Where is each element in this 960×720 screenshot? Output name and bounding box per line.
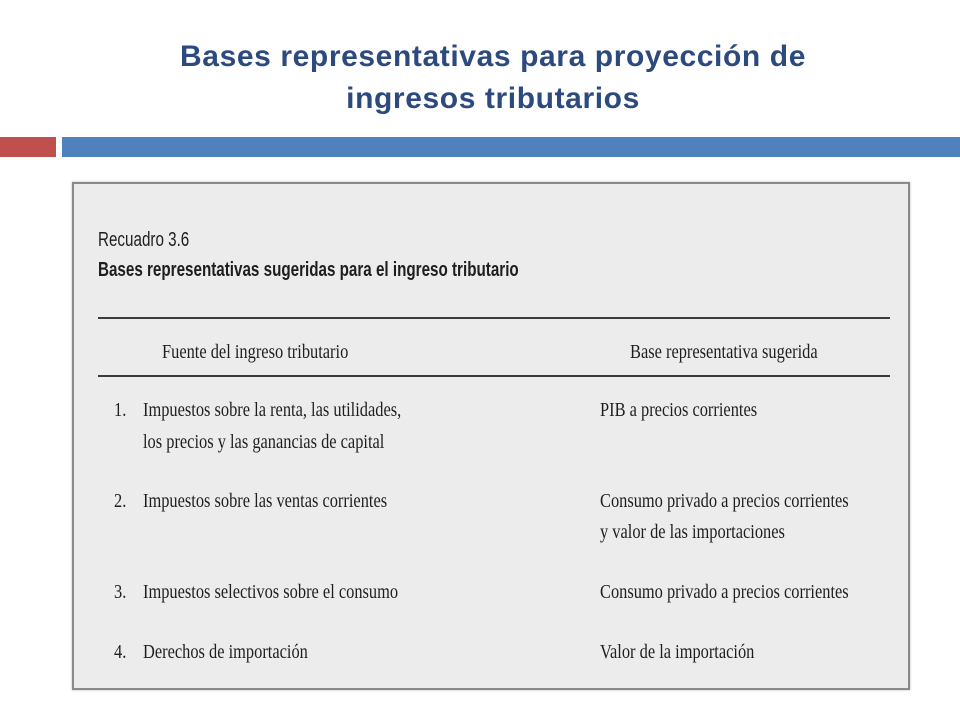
row-source-line: Impuestos selectivos sobre el consumo (143, 581, 399, 603)
column-header-source: Fuente del ingreso tributario (162, 341, 349, 363)
header-rule (98, 375, 890, 377)
slide-title-line-1: Bases representativas para proyección de (180, 40, 806, 73)
accent-bar-blue (62, 137, 960, 157)
row-source-line: los precios y las ganancias de capital (143, 431, 385, 453)
top-rule (98, 317, 890, 319)
slide-title (40, 36, 946, 120)
row-number: 3. (114, 581, 127, 603)
row-number: 2. (114, 490, 127, 512)
row-base-line: PIB a precios corrientes (600, 399, 758, 421)
accent-bar-red (0, 137, 56, 157)
row-base-line: Consumo privado a precios corrientes (600, 490, 849, 512)
row-source-line: Impuestos sobre las ventas corrientes (143, 490, 388, 512)
row-base-line: Consumo privado a precios corrientes (600, 581, 849, 603)
row-base-line: y valor de las importaciones (600, 521, 785, 543)
row-source-line: Derechos de importación (143, 641, 308, 663)
row-number: 1. (114, 399, 127, 421)
box-heading: Bases representativas sugeridas para el ingreso tributario (98, 259, 519, 281)
row-source-line: Impuestos sobre la renta, las utilidades, (143, 399, 402, 421)
row-base-line: Valor de la importación (600, 641, 755, 663)
box-caption: Recuadro 3.6 (98, 229, 190, 251)
table-image-box (72, 182, 910, 690)
row-number: 4. (114, 641, 127, 663)
slide-title-line-2: ingresos tributarios (346, 82, 640, 115)
column-header-base: Base representativa sugerida (630, 341, 818, 363)
